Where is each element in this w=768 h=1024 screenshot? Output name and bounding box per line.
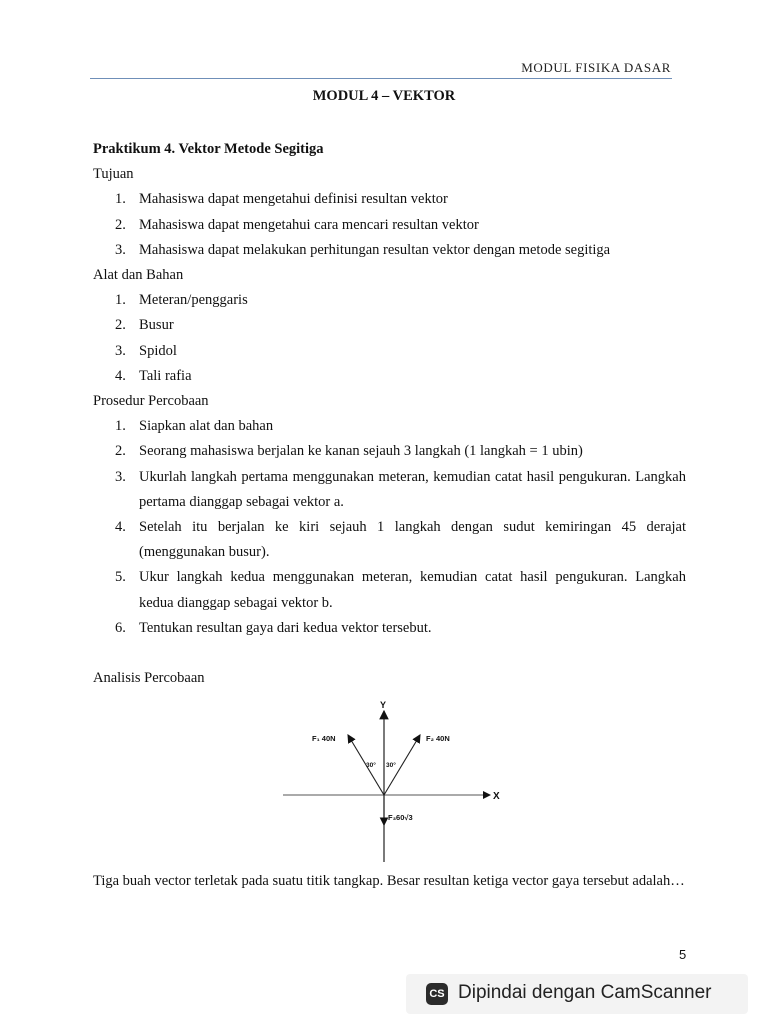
list-item: 2. Seorang mahasiswa berjalan ke kanan sejauh 3 langkah (1 langkah = 1 ubin) xyxy=(115,443,583,460)
camscanner-logo-icon: CS xyxy=(426,983,448,1005)
page-title: MODUL 4 – VEKTOR xyxy=(312,88,456,104)
list-item: 1. Meteran/penggaris xyxy=(115,292,248,309)
angle-left-label: 30° xyxy=(366,762,376,770)
tujuan-heading: Tujuan xyxy=(93,166,134,183)
camscanner-text: Dipindai dengan CamScanner xyxy=(458,982,712,1003)
list-item: 4. Setelah itu berjalan ke kiri sejauh 1 langkah dengan sudut kemiringan 45 derajat (menggunakan busur). xyxy=(115,519,686,561)
y-axis-label: Y xyxy=(380,700,387,711)
list-item: 3. Ukurlah langkah pertama menggunakan meteran, kemudian catat hasil pengukuran. Langkah pertama dianggap sebagai vektor a. xyxy=(115,468,686,510)
alat-heading: Alat dan Bahan xyxy=(93,267,184,284)
f3-label: F₃60√3 xyxy=(388,813,413,823)
document-body xyxy=(93,137,686,894)
list-item: 2. Busur xyxy=(115,317,174,334)
praktikum-title: Praktikum 4. Vektor Metode Segitiga xyxy=(93,141,324,157)
tujuan-list xyxy=(93,187,686,263)
prosedur-list xyxy=(93,414,686,641)
list-item: 1. Siapkan alat dan bahan xyxy=(115,418,274,435)
vector-diagram-svg xyxy=(280,699,510,869)
list-item: 3. Spidol xyxy=(115,342,177,359)
page-number: 5 xyxy=(679,947,687,962)
x-axis-label: X xyxy=(493,791,500,803)
vector-diagram xyxy=(93,691,686,869)
analisis-heading: Analisis Percobaan xyxy=(93,670,205,687)
camscanner-watermark xyxy=(406,974,748,1014)
running-header: MODUL FISIKA DASAR xyxy=(521,60,671,75)
list-item: 5. Ukur langkah kedua menggunakan meteran, kemudian catat hasil pengukuran. Langkah kedua dianggap sebagai vektor b. xyxy=(115,569,686,611)
list-item: 3. Mahasiswa dapat melakukan perhitungan resultan vektor dengan metode segitiga xyxy=(115,241,611,258)
closing-paragraph: Tiga buah vector terletak pada suatu titik tangkap. Besar resultan ketiga vector gaya tersebut adalah… xyxy=(93,873,685,890)
f2-label: F₂ 40N xyxy=(426,734,450,744)
prosedur-heading: Prosedur Percobaan xyxy=(93,393,209,410)
angle-right-label: 30° xyxy=(386,762,396,770)
alat-list xyxy=(93,288,686,389)
list-item: 1. Mahasiswa dapat mengetahui definisi resultan vektor xyxy=(115,191,448,208)
list-item: 6. Tentukan resultan gaya dari kedua vektor tersebut. xyxy=(115,619,432,636)
list-item: 2. Mahasiswa dapat mengetahui cara mencari resultan vektor xyxy=(115,216,479,233)
f1-label: F₁ 40N xyxy=(312,734,336,744)
header-rule xyxy=(90,78,672,79)
list-item: 4. Tali rafia xyxy=(115,367,192,384)
